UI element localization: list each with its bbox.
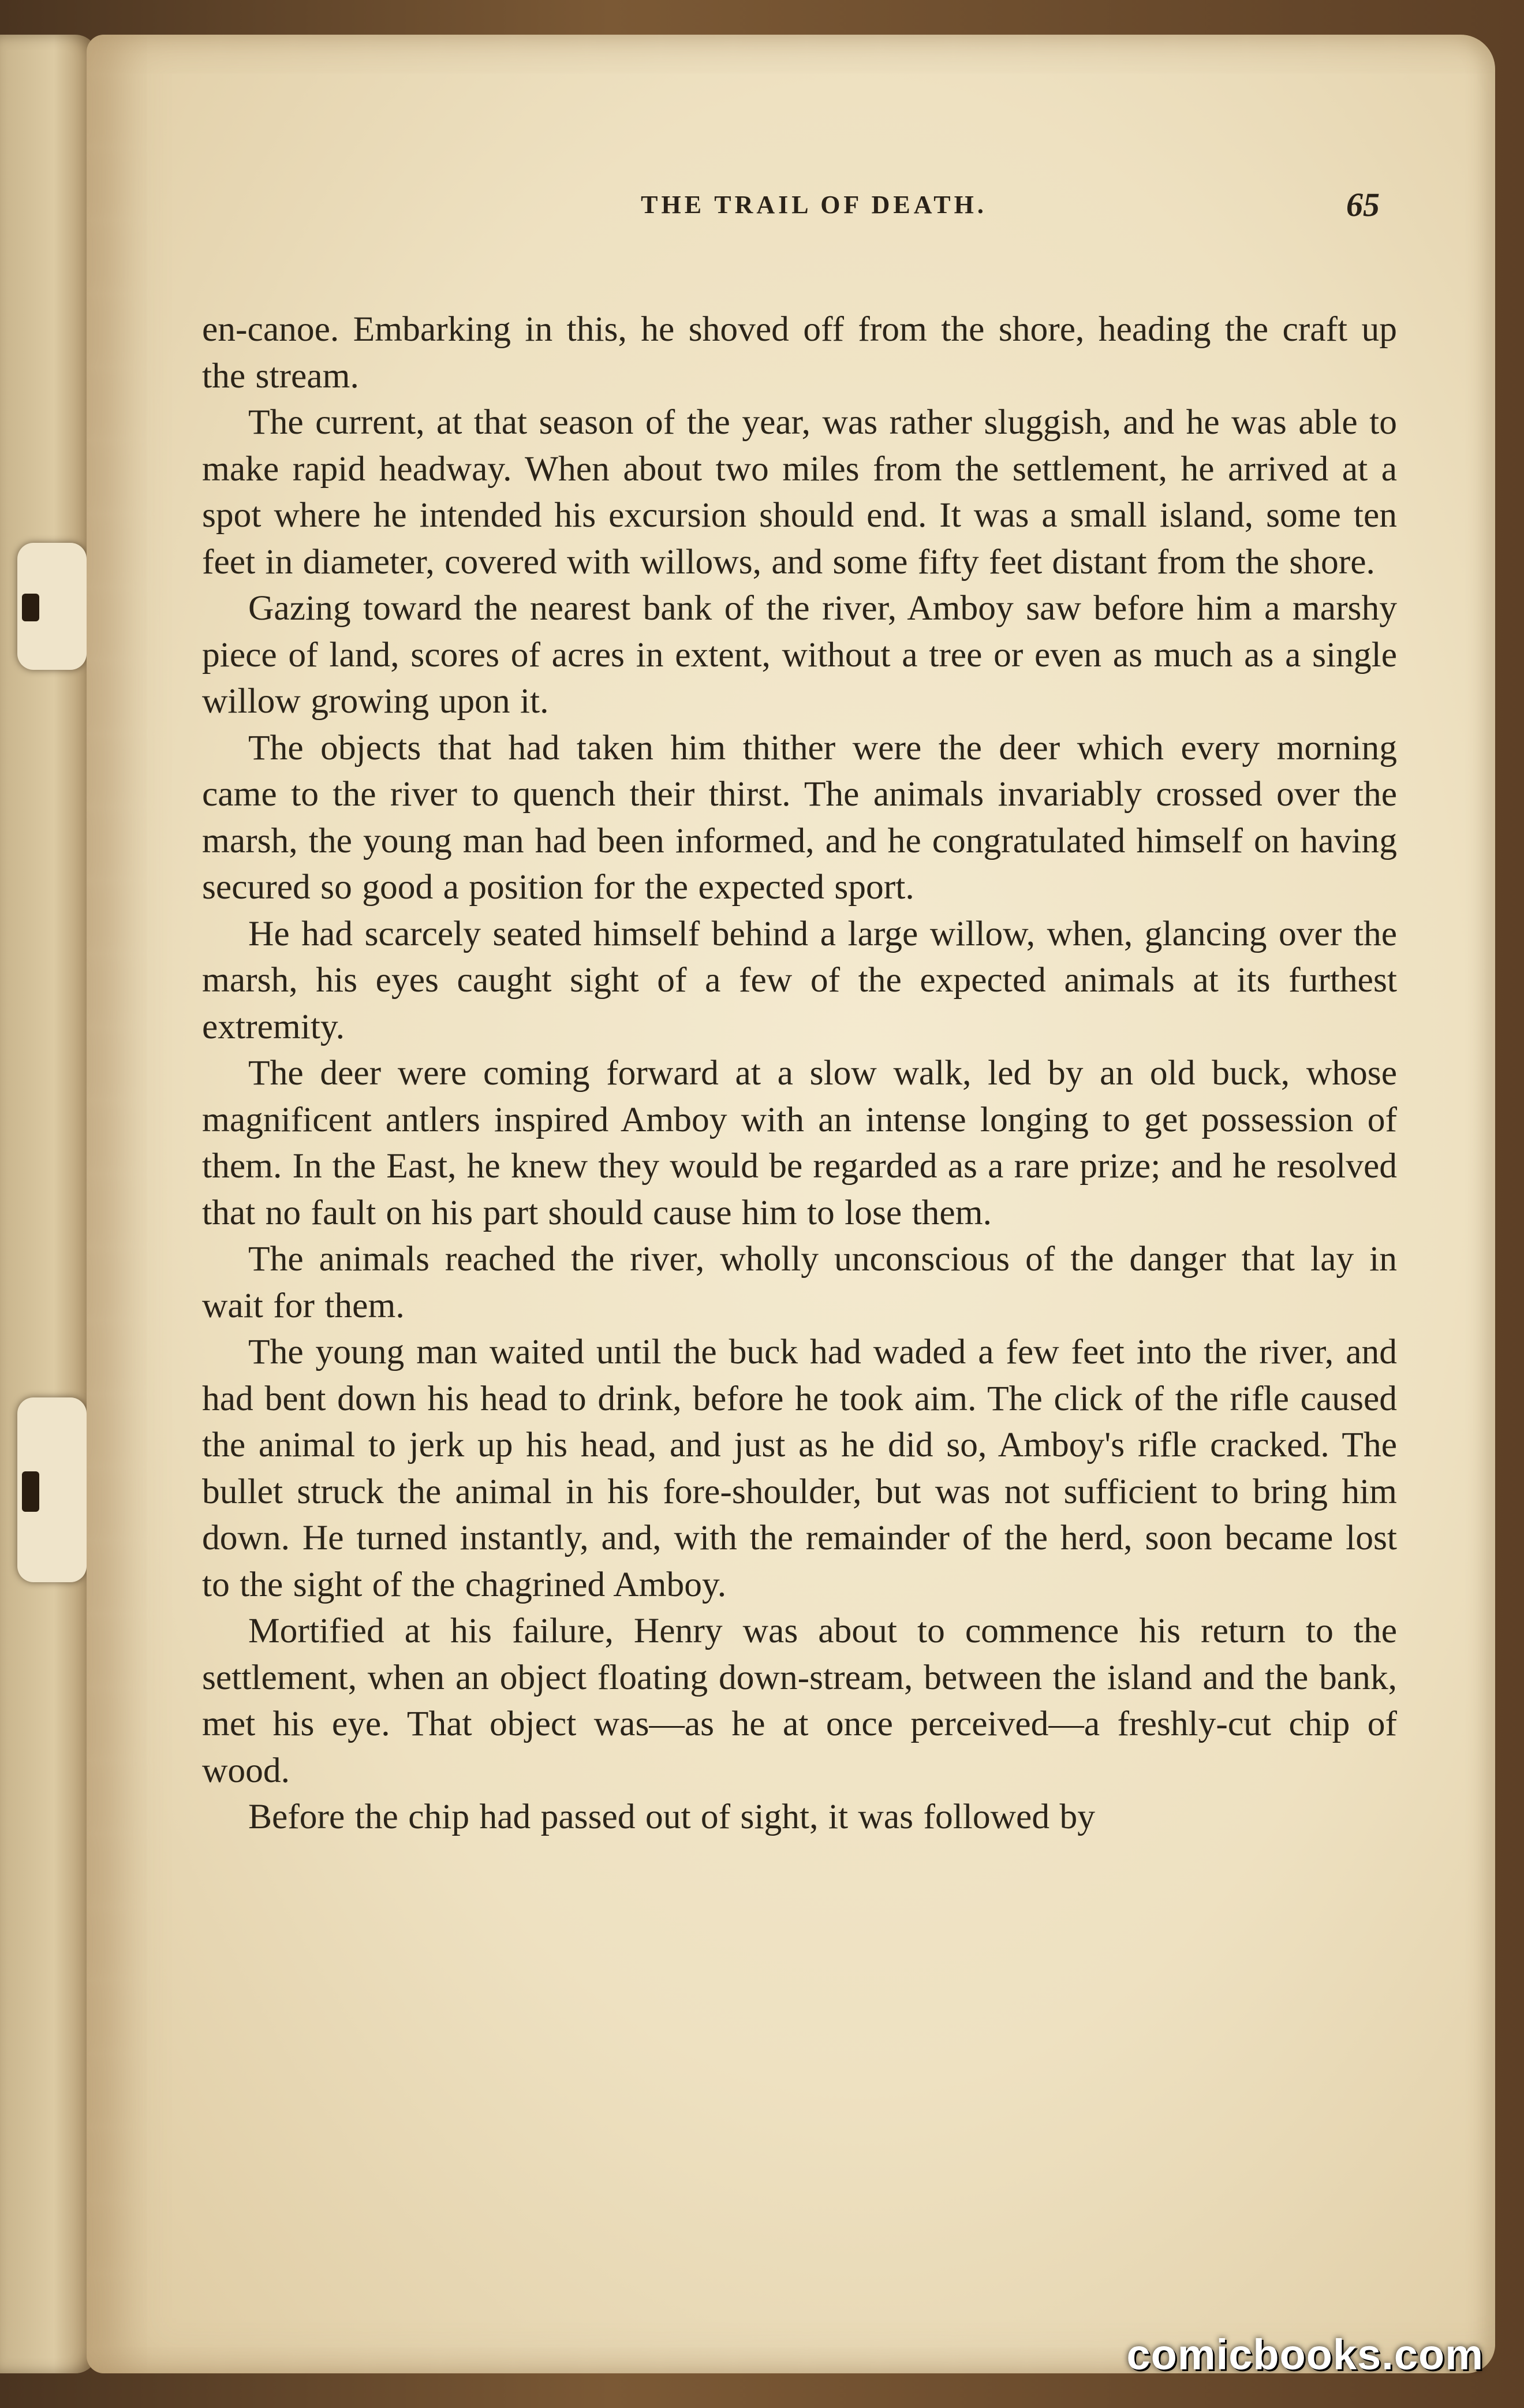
book-page	[87, 35, 1495, 2373]
binding-hole	[17, 1397, 87, 1582]
body-text	[202, 306, 1397, 1840]
running-title: THE TRAIL OF DEATH.	[641, 191, 987, 219]
paragraph: The young man waited until the buck had waded a few feet into the river, and had bent down his head to drink, before he took aim. The click of the rifle caused the animal to jerk up his head, and just as he did so, Amboy's rifle cracked. The bullet struck the animal in his fore-shoulder, but was not sufficient to bring him down. He turned instantly, and, with the remainder of the herd, soon became lost to the sight of the chagrined Amboy.	[202, 1332, 1397, 1604]
paragraph: He had scarcely seated himself behind a large willow, when, glancing over the marsh, his eyes caught sight of a few of the expected animals at its furthest extremity.	[202, 914, 1397, 1046]
paragraph: The animals reached the river, wholly unconscious of the danger that lay in wait for them.	[202, 1239, 1397, 1325]
running-head	[87, 179, 1409, 231]
paragraph: en-canoe. Embarking in this, he shoved off from the shore, heading the craft up the stream.	[202, 310, 1397, 396]
binding-hole	[17, 543, 87, 670]
paragraph: The current, at that season of the year, was rather sluggish, and he was able to make rapid headway. When about two miles from the settlement, he arrived at a spot where he intended his excursion should end. It was a small island, some ten feet in diameter, covered with willows, and some fifty feet distant from the shore.	[202, 402, 1397, 582]
paragraph: The deer were coming forward at a slow walk, led by an old buck, whose magnificent antlers inspired Amboy with an intense longing to get possession of them. In the East, he knew they would be regarded as a rare prize; and he resolved that no fault on his part should cause him to lose them.	[202, 1053, 1397, 1232]
paragraph: Gazing toward the nearest bank of the river, Amboy saw before him a marshy piece of land, scores of acres in extent, without a tree or even as much as a single willow growing upon it.	[202, 588, 1397, 721]
paragraph: Mortified at his failure, Henry was about to commence his return to the settlement, when an object floating down-stream, between the island and the bank, met his eye. That object was—as he at once perceived—a freshly-cut chip of wood.	[202, 1611, 1397, 1790]
page-number: 65	[1346, 186, 1380, 223]
paragraph: The objects that had taken him thither were the deer which every morning came to the river to quench their thirst. The animals invariably crossed over the marsh, the young man had been informed, and he congratulated himself on having secured so good a position for the expected sport.	[202, 728, 1397, 907]
previous-page-edge	[0, 35, 98, 2373]
site-watermark: comicbooks.com	[1126, 2331, 1484, 2379]
paragraph: Before the chip had passed out of sight, it was followed by	[248, 1797, 1095, 1836]
